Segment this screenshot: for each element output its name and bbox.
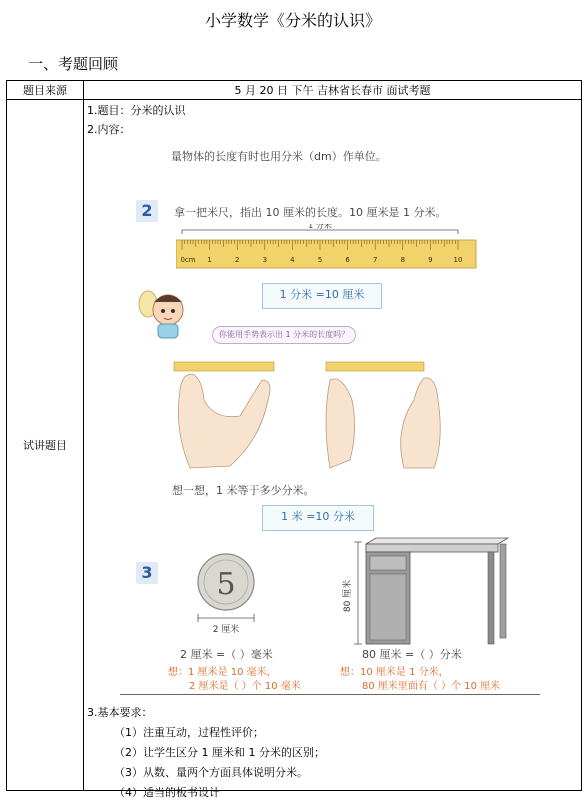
topic-label: 试讲题目 [7, 100, 84, 791]
coin-width-label: 2 厘米 [212, 625, 240, 635]
coin-figure [194, 552, 258, 641]
requirement-item: （3）从数、量两个方面具体说明分米。 [114, 766, 308, 779]
ruler-tick-label: 6 [345, 256, 350, 264]
source-value: 5 月 20 日 下午 吉林省长春市 面试考题 [84, 81, 582, 100]
coin-icon [194, 552, 258, 638]
ruler-tick-label: 5 [317, 256, 323, 264]
page-title: 小学数学《分米的认识》 [204, 11, 381, 30]
question-dm: 80 厘米 =（ ）分米 [362, 648, 462, 661]
equation-m-dm: 1 米 =10 分米 [262, 505, 374, 531]
exam-table [6, 80, 582, 799]
ruler-tick-label: 4 [290, 256, 295, 264]
hint-left-2: 2 厘米是（ ）个 10 毫米 [189, 681, 301, 692]
content-line: 2.内容： [87, 123, 131, 136]
source-label: 题目来源 [7, 81, 84, 100]
equation-dm-cm: 1 分米 =10 厘米 [262, 283, 382, 309]
cartoon-figure [136, 286, 196, 343]
coin-value: 5 [216, 567, 236, 602]
ruler-tick-label: 0cm [180, 256, 196, 264]
ruler-tick-label: 10 [453, 256, 463, 264]
desk-icon [342, 536, 512, 648]
step3-badge: 3 [136, 562, 158, 584]
hand-gesture-right [324, 360, 454, 475]
ruler-figure [176, 224, 481, 275]
requirement-item: （4）适当的板书设计 [114, 786, 220, 799]
desk-figure [342, 536, 512, 651]
think-question: 想一想，1 米等于多少分米。 [172, 484, 315, 497]
section-heading: 一、考题回顾 [28, 55, 119, 73]
topic-line: 1.题目：分米的认识 [87, 104, 186, 117]
step2-badge: 2 [136, 200, 158, 222]
hint-right-1: 想：10 厘米是 1 分米， [340, 667, 449, 678]
ruler-dimension-label: 1 分米 [308, 224, 332, 230]
requirement-item: （1）注重互动，过程性评价； [114, 726, 264, 739]
content-cell [84, 100, 581, 799]
figure-divider [120, 694, 540, 695]
ruler-tick-label: 2 [234, 256, 240, 264]
step2-text: 拿一把米尺，指出 10 厘米的长度。10 厘米是 1 分米。 [174, 206, 447, 219]
requirements-title: 3.基本要求： [87, 706, 153, 719]
question-mm: 2 厘米 =（ ）毫米 [180, 648, 273, 661]
hint-left-1: 想：1 厘米是 10 毫米， [168, 667, 277, 678]
book-intro: 量物体的长度有时也用分米（dm）作单位。 [171, 150, 387, 163]
ruler-tick-label: 8 [400, 256, 406, 264]
hand-left-icon [170, 360, 290, 472]
ruler-tick-label: 1 [207, 256, 212, 264]
hand-gesture-left [170, 360, 290, 475]
ruler-tick-label: 7 [372, 256, 378, 264]
hint-right-2: 80 厘米里面有（ ）个 10 厘米 [362, 681, 501, 692]
gesture-question-bubble: 你能用手势表示出 1 分米的长度吗？ [212, 326, 356, 344]
ruler-svg [176, 224, 481, 272]
hand-right-icon [324, 360, 454, 472]
ruler-tick-label: 3 [262, 256, 268, 264]
requirement-item: （2）让学生区分 1 厘米和 1 分米的区别； [114, 746, 325, 759]
ruler-tick-label: 9 [428, 256, 433, 264]
table-content-row [7, 100, 582, 791]
desk-height-label: 80 厘米 [343, 579, 353, 613]
cartoon-helper-icon [136, 286, 196, 340]
table-header-row [7, 81, 582, 100]
